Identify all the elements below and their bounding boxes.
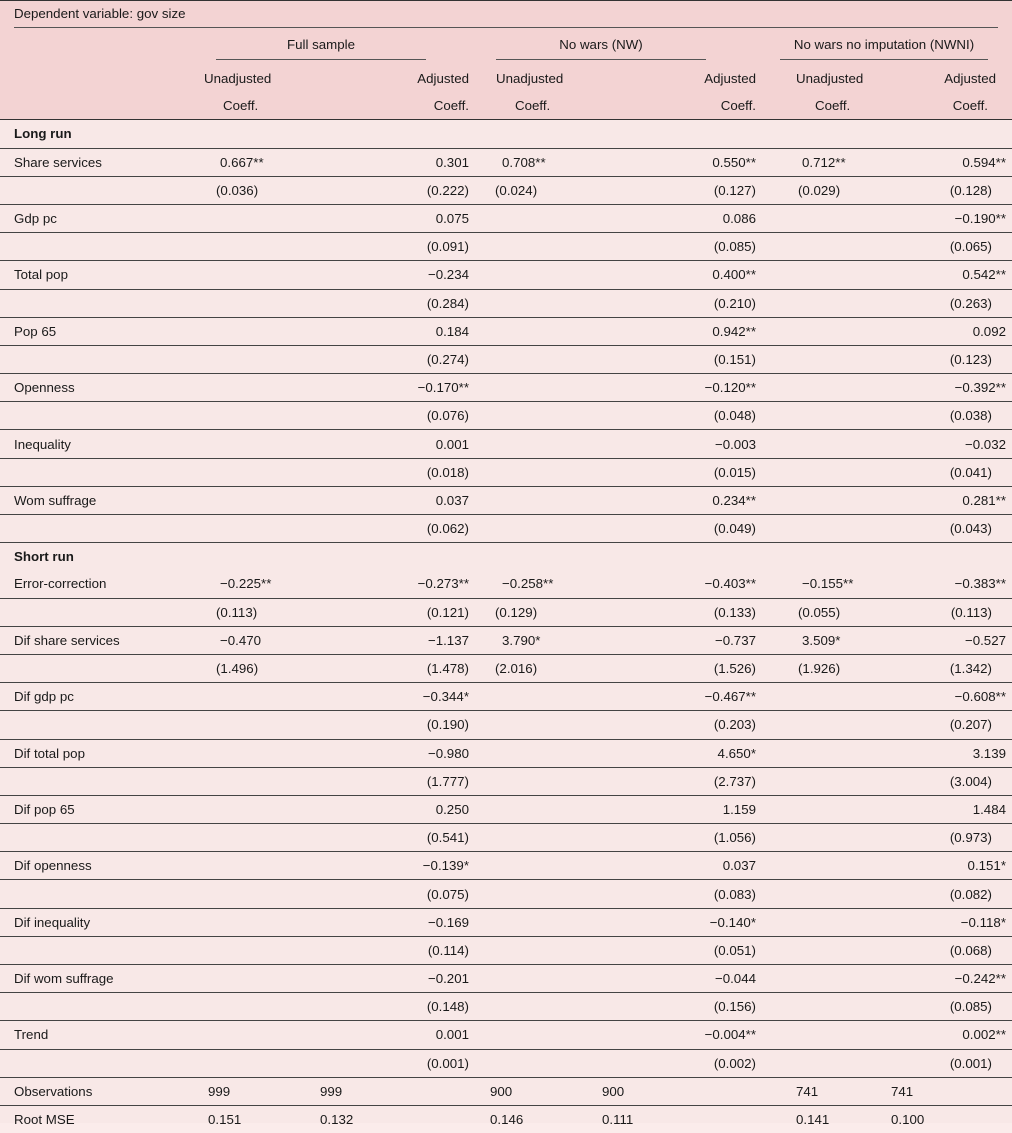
standard-error-cell: (0.038) <box>871 402 1012 430</box>
coefficient-cell: −0.737 <box>584 626 764 654</box>
standard-error-cell: (0.082) <box>871 880 1012 908</box>
summary-cell: 741 <box>871 1077 1012 1105</box>
coefficient-cell: −0.225** <box>220 576 272 592</box>
summary-cell: 0.132 <box>297 1105 477 1133</box>
standard-error-cell: (0.051) <box>584 936 764 964</box>
coefficient-row <box>0 852 1012 880</box>
coefficient-cell <box>477 1021 584 1049</box>
subheader-coeff: Coeff. <box>871 92 1012 120</box>
summary-row <box>0 1105 1012 1133</box>
standard-error-cell <box>764 233 871 261</box>
coefficient-cell <box>477 204 584 232</box>
coefficient-row <box>0 261 1012 289</box>
coefficient-cell: −0.169 <box>297 908 477 936</box>
coefficient-cell: −0.155** <box>802 576 854 592</box>
standard-error-cell: (3.004) <box>871 767 1012 795</box>
standard-error-cell: (0.075) <box>297 880 477 908</box>
summary-cell: 0.100 <box>871 1105 1012 1133</box>
coefficient-row <box>0 795 1012 823</box>
coefficient-cell: −0.120** <box>584 374 764 402</box>
coefficient-cell: −0.980 <box>297 739 477 767</box>
coefficient-cell: −0.032 <box>871 430 1012 458</box>
standard-error-cell: (1.526) <box>584 654 764 682</box>
coefficient-cell: 0.250 <box>297 795 477 823</box>
standard-error-cell <box>477 936 584 964</box>
standard-error-cell <box>764 515 871 543</box>
row-label: Wom suffrage <box>0 486 190 514</box>
standard-error-cell: (0.043) <box>871 515 1012 543</box>
coefficient-cell: −0.140* <box>584 908 764 936</box>
standard-error-cell <box>190 233 297 261</box>
subheader-unadjusted: Unadjusted <box>204 71 272 87</box>
coefficient-cell <box>477 739 584 767</box>
standard-error-cell <box>190 767 297 795</box>
coefficient-row <box>0 148 1012 176</box>
section-heading-short-run: Short run <box>0 543 1012 571</box>
coefficient-cell <box>764 683 871 711</box>
standard-error-cell <box>477 824 584 852</box>
standard-error-row <box>0 515 1012 543</box>
standard-error-cell <box>764 936 871 964</box>
coefficient-cell: 3.790* <box>477 626 584 654</box>
row-label: Observations <box>0 1077 190 1105</box>
coefficient-cell <box>764 317 871 345</box>
standard-error-cell <box>190 993 297 1021</box>
subheader-adjusted: Adjusted <box>704 71 756 87</box>
standard-error-cell: (0.001) <box>297 1049 477 1077</box>
standard-error-cell: (0.284) <box>297 289 477 317</box>
coefficient-cell: −0.344* <box>297 683 477 711</box>
coefficient-cell: 0.301 <box>297 148 477 176</box>
coefficient-cell: 0.942** <box>584 317 764 345</box>
row-label: Dif total pop <box>0 739 190 767</box>
row-label: Dif gdp pc <box>0 683 190 711</box>
coefficient-cell <box>190 908 297 936</box>
subheader-coeff: Coeff. <box>477 92 584 120</box>
coefficient-cell <box>477 965 584 993</box>
coefficient-cell: −0.004** <box>584 1021 764 1049</box>
table-header <box>0 1 1012 120</box>
summary-cell: 0.111 <box>584 1105 764 1133</box>
coefficient-cell <box>477 430 584 458</box>
summary-cell: 999 <box>190 1077 297 1105</box>
standard-error-row <box>0 289 1012 317</box>
standard-error-row <box>0 176 1012 204</box>
standard-error-cell <box>190 458 297 486</box>
coefficient-cell: 0.002** <box>871 1021 1012 1049</box>
standard-error-row <box>0 1049 1012 1077</box>
coefficient-cell: −0.467** <box>584 683 764 711</box>
coefficient-cell <box>764 908 871 936</box>
coefficient-cell: 0.667** <box>190 148 297 176</box>
standard-error-cell <box>190 289 297 317</box>
row-label: Dif inequality <box>0 908 190 936</box>
coefficient-cell <box>764 1021 871 1049</box>
coefficient-cell: 0.001 <box>297 430 477 458</box>
coefficient-cell <box>190 795 297 823</box>
standard-error-cell: (0.091) <box>297 233 477 261</box>
row-label: Dif pop 65 <box>0 795 190 823</box>
coefficient-cell <box>190 739 297 767</box>
coefficient-cell <box>764 739 871 767</box>
row-label: Gdp pc <box>0 204 190 232</box>
standard-error-cell: (0.207) <box>871 711 1012 739</box>
coefficient-cell <box>190 1021 297 1049</box>
coefficient-row <box>0 486 1012 514</box>
coefficient-cell <box>190 430 297 458</box>
row-label: Pop 65 <box>0 317 190 345</box>
standard-error-row <box>0 598 1012 626</box>
coefficient-cell: −0.044 <box>584 965 764 993</box>
standard-error-cell: (0.085) <box>584 233 764 261</box>
standard-error-cell: (0.036) <box>190 176 297 204</box>
standard-error-cell: (0.065) <box>871 233 1012 261</box>
standard-error-cell: (0.048) <box>584 402 764 430</box>
standard-error-cell <box>764 711 871 739</box>
coefficient-row <box>0 317 1012 345</box>
standard-error-cell <box>190 515 297 543</box>
coefficient-cell <box>764 795 871 823</box>
standard-error-cell <box>764 289 871 317</box>
standard-error-cell <box>764 458 871 486</box>
coefficient-cell: 0.151* <box>871 852 1012 880</box>
subheader-unadjusted: Unadjusted <box>496 71 564 87</box>
standard-error-cell: (0.263) <box>871 289 1012 317</box>
standard-error-cell <box>764 824 871 852</box>
coefficient-cell: 1.159 <box>584 795 764 823</box>
standard-error-cell <box>477 233 584 261</box>
standard-error-cell <box>190 345 297 373</box>
standard-error-cell: (0.148) <box>297 993 477 1021</box>
coefficient-cell: −0.234 <box>297 261 477 289</box>
subheader-coeff: Coeff. <box>297 92 477 120</box>
coefficient-cell: 0.281** <box>871 486 1012 514</box>
subheader-unadjusted: Unadjusted <box>796 71 864 87</box>
coefficient-cell <box>477 317 584 345</box>
group-header-no-wars: No wars (NW) <box>496 37 706 60</box>
dependent-variable-label: Dependent variable: gov size <box>14 4 998 28</box>
summary-cell: 0.146 <box>477 1105 584 1133</box>
group-header-no-wars-no-imputation: No wars no imputation (NWNI) <box>780 37 988 60</box>
standard-error-cell <box>190 402 297 430</box>
standard-error-cell <box>477 880 584 908</box>
standard-error-row <box>0 711 1012 739</box>
standard-error-cell <box>764 345 871 373</box>
coefficient-row <box>0 739 1012 767</box>
standard-error-cell <box>477 515 584 543</box>
coefficient-cell: −0.608** <box>871 683 1012 711</box>
coefficient-cell: 0.037 <box>584 852 764 880</box>
coefficient-cell: 0.092 <box>871 317 1012 345</box>
coefficient-cell: −0.273** <box>417 576 469 592</box>
coefficient-cell <box>190 317 297 345</box>
standard-error-cell: (0.190) <box>297 711 477 739</box>
standard-error-cell: (1.777) <box>297 767 477 795</box>
standard-error-row <box>0 458 1012 486</box>
standard-error-cell <box>764 993 871 1021</box>
summary-cell: 0.151 <box>190 1105 297 1133</box>
standard-error-cell: (1.926) <box>764 654 871 682</box>
coefficient-cell <box>190 204 297 232</box>
coefficient-cell: 0.708** <box>477 148 584 176</box>
standard-error-cell <box>190 880 297 908</box>
coefficient-cell: 0.075 <box>297 204 477 232</box>
coefficient-cell <box>477 683 584 711</box>
coefficient-cell: −0.383** <box>954 576 1006 592</box>
summary-cell: 0.141 <box>764 1105 871 1133</box>
standard-error-cell: (0.123) <box>871 345 1012 373</box>
standard-error-cell: (0.133) <box>584 598 764 626</box>
summary-cell: 741 <box>764 1077 871 1105</box>
standard-error-cell <box>190 936 297 964</box>
coefficient-cell: 0.037 <box>297 486 477 514</box>
standard-error-cell: (0.085) <box>871 993 1012 1021</box>
standard-error-cell <box>477 711 584 739</box>
standard-error-cell: (0.041) <box>871 458 1012 486</box>
standard-error-cell <box>477 1049 584 1077</box>
coefficient-cell: −0.118* <box>871 908 1012 936</box>
standard-error-cell: (0.541) <box>297 824 477 852</box>
row-label: Inequality <box>0 430 190 458</box>
standard-error-cell: (0.128) <box>871 176 1012 204</box>
coefficient-row <box>0 204 1012 232</box>
subheader-coeff: Coeff. <box>764 92 871 120</box>
subheader-coeff: Coeff. <box>190 92 297 120</box>
coefficient-cell: −0.392** <box>871 374 1012 402</box>
standard-error-cell <box>477 289 584 317</box>
row-label: Share services <box>0 148 190 176</box>
standard-error-cell: (0.203) <box>584 711 764 739</box>
coefficient-cell <box>190 486 297 514</box>
standard-error-row <box>0 767 1012 795</box>
row-label: Dif share services <box>0 626 190 654</box>
coefficient-cell: −1.137 <box>297 626 477 654</box>
standard-error-cell: (2.016) <box>477 654 584 682</box>
coefficient-cell: −0.190** <box>871 204 1012 232</box>
row-label: Dif wom suffrage <box>0 965 190 993</box>
standard-error-cell: (0.024) <box>477 176 584 204</box>
standard-error-cell: (0.274) <box>297 345 477 373</box>
coefficient-cell: 3.509* <box>764 626 871 654</box>
standard-error-row <box>0 880 1012 908</box>
coefficient-cell <box>764 374 871 402</box>
summary-cell: 999 <box>297 1077 477 1105</box>
coefficient-cell: −0.170** <box>297 374 477 402</box>
subheader-adjusted: Adjusted <box>417 71 469 87</box>
coefficient-cell: 0.001 <box>297 1021 477 1049</box>
standard-error-cell: (0.015) <box>584 458 764 486</box>
standard-error-cell: (0.018) <box>297 458 477 486</box>
standard-error-cell: (0.002) <box>584 1049 764 1077</box>
standard-error-cell: (0.973) <box>871 824 1012 852</box>
coefficient-cell: 0.184 <box>297 317 477 345</box>
standard-error-cell <box>764 880 871 908</box>
standard-error-cell: (0.049) <box>584 515 764 543</box>
standard-error-cell <box>477 402 584 430</box>
standard-error-cell <box>477 458 584 486</box>
standard-error-cell: (0.222) <box>297 176 477 204</box>
coefficient-cell <box>477 852 584 880</box>
standard-error-cell: (0.083) <box>584 880 764 908</box>
standard-error-cell <box>477 345 584 373</box>
standard-error-row <box>0 936 1012 964</box>
standard-error-row <box>0 233 1012 261</box>
row-label: Error-correction <box>14 576 107 592</box>
coefficient-cell: −0.403** <box>704 576 756 592</box>
summary-cell: 900 <box>477 1077 584 1105</box>
coefficient-cell <box>190 852 297 880</box>
standard-error-cell: (0.121) <box>297 598 477 626</box>
standard-error-cell: (1.478) <box>297 654 477 682</box>
summary-row <box>0 1077 1012 1105</box>
coefficient-cell <box>477 795 584 823</box>
coefficient-cell: 1.484 <box>871 795 1012 823</box>
coefficient-cell <box>764 965 871 993</box>
coefficient-cell: 0.086 <box>584 204 764 232</box>
coefficient-row <box>0 570 1012 598</box>
coefficient-cell: −0.242** <box>871 965 1012 993</box>
coefficient-cell: 0.712** <box>764 148 871 176</box>
coefficient-cell: 0.550** <box>584 148 764 176</box>
coefficient-cell <box>764 852 871 880</box>
section-heading-long-run: Long run <box>14 126 72 142</box>
standard-error-cell: (2.737) <box>584 767 764 795</box>
coefficient-cell <box>190 965 297 993</box>
coefficient-cell <box>477 486 584 514</box>
standard-error-cell: (0.114) <box>297 936 477 964</box>
coefficient-cell <box>477 908 584 936</box>
coefficient-cell <box>190 374 297 402</box>
coefficient-cell: 0.234** <box>584 486 764 514</box>
standard-error-cell: (0.127) <box>584 176 764 204</box>
coefficient-row <box>0 1021 1012 1049</box>
standard-error-cell: (1.056) <box>584 824 764 852</box>
coefficient-row <box>0 374 1012 402</box>
coefficient-cell: 0.594** <box>871 148 1012 176</box>
group-header-full-sample: Full sample <box>216 37 426 60</box>
coefficient-cell <box>764 261 871 289</box>
standard-error-cell: (1.342) <box>871 654 1012 682</box>
coefficient-cell <box>477 261 584 289</box>
coefficient-cell <box>190 261 297 289</box>
coefficient-row <box>0 908 1012 936</box>
coefficient-cell <box>764 204 871 232</box>
standard-error-cell <box>764 767 871 795</box>
summary-cell: 900 <box>584 1077 764 1105</box>
standard-error-cell <box>190 711 297 739</box>
coefficient-cell: −0.258** <box>502 576 554 592</box>
standard-error-cell <box>190 824 297 852</box>
standard-error-cell: (0.068) <box>871 936 1012 964</box>
standard-error-cell: (1.496) <box>190 654 297 682</box>
coefficient-cell: −0.201 <box>297 965 477 993</box>
standard-error-cell: (0.076) <box>297 402 477 430</box>
coefficient-cell: 4.650* <box>584 739 764 767</box>
coefficient-cell: −0.470 <box>190 626 297 654</box>
standard-error-cell: (0.210) <box>584 289 764 317</box>
standard-error-cell: (0.055) <box>764 598 871 626</box>
coefficient-cell: 0.542** <box>871 261 1012 289</box>
standard-error-row <box>0 993 1012 1021</box>
standard-error-cell <box>477 767 584 795</box>
table-body <box>0 120 1012 1133</box>
standard-error-cell: (0.062) <box>297 515 477 543</box>
standard-error-cell: (0.001) <box>871 1049 1012 1077</box>
standard-error-row <box>0 824 1012 852</box>
coefficient-cell: −0.139* <box>297 852 477 880</box>
row-label: Total pop <box>0 261 190 289</box>
standard-error-row <box>0 345 1012 373</box>
coefficient-row <box>0 683 1012 711</box>
coefficient-cell <box>477 374 584 402</box>
coefficient-cell: −0.003 <box>584 430 764 458</box>
standard-error-cell: (0.151) <box>584 345 764 373</box>
row-label: Trend <box>0 1021 190 1049</box>
standard-error-cell: (0.129) <box>477 598 584 626</box>
coefficient-cell: 0.400** <box>584 261 764 289</box>
standard-error-row <box>0 654 1012 682</box>
coefficient-cell <box>764 430 871 458</box>
coefficient-row <box>0 430 1012 458</box>
coefficient-cell: 3.139 <box>871 739 1012 767</box>
coefficient-row <box>0 626 1012 654</box>
standard-error-cell: (0.113) <box>871 598 1012 626</box>
standard-error-cell: (0.113) <box>190 598 297 626</box>
standard-error-row <box>0 402 1012 430</box>
standard-error-cell: (0.029) <box>764 176 871 204</box>
coefficient-cell <box>190 683 297 711</box>
standard-error-cell <box>764 402 871 430</box>
standard-error-cell: (0.156) <box>584 993 764 1021</box>
coefficient-row <box>0 965 1012 993</box>
row-label: Openness <box>0 374 190 402</box>
standard-error-cell <box>190 1049 297 1077</box>
row-label: Root MSE <box>0 1105 190 1133</box>
standard-error-cell <box>764 1049 871 1077</box>
subheader-coeff: Coeff. <box>584 92 764 120</box>
standard-error-cell <box>477 993 584 1021</box>
coefficient-cell <box>764 486 871 514</box>
row-label: Dif openness <box>0 852 190 880</box>
subheader-adjusted: Adjusted <box>944 71 996 87</box>
coefficient-cell: −0.527 <box>871 626 1012 654</box>
